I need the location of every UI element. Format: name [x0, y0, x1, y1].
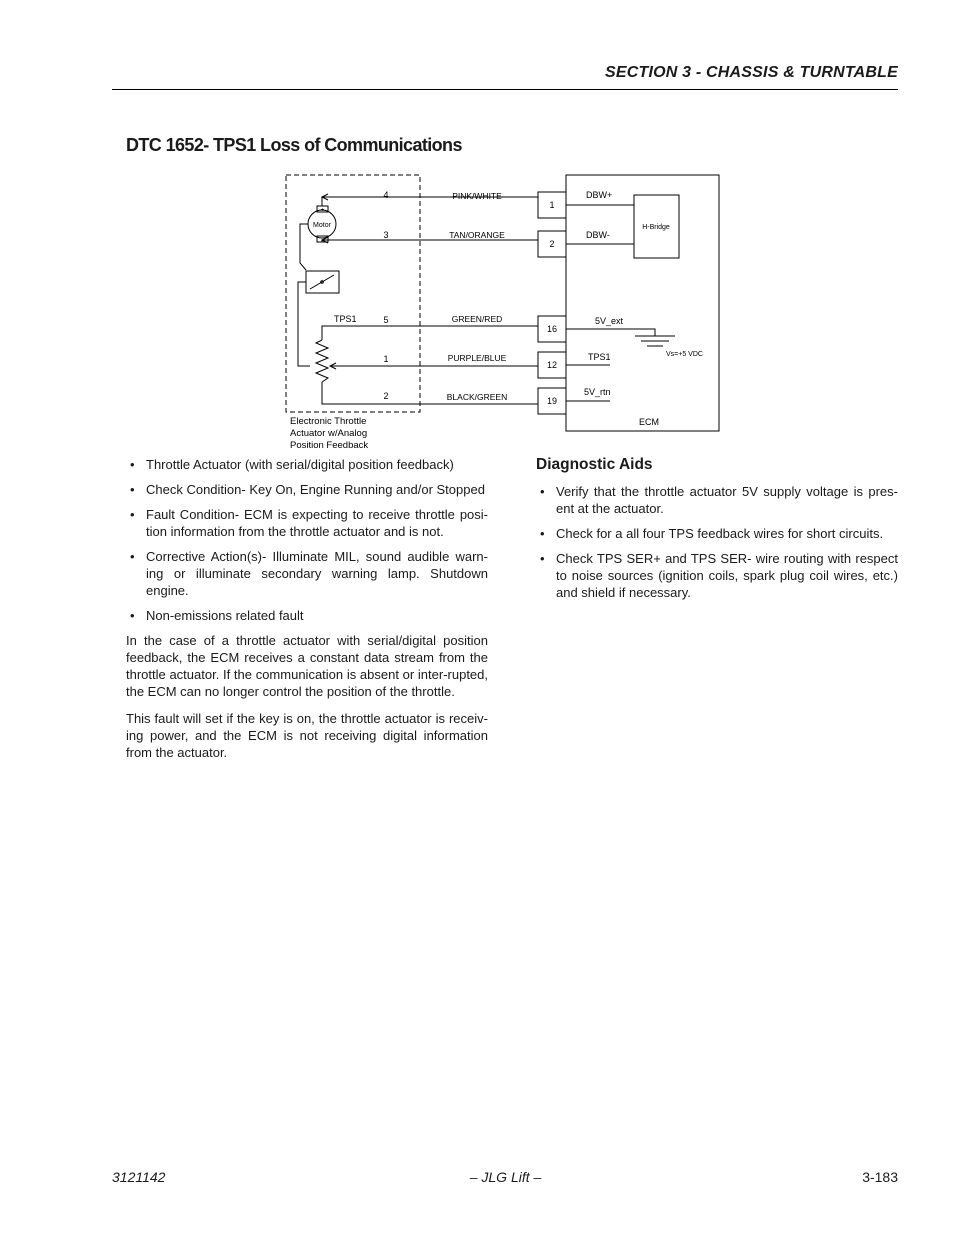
- signal-dbw-plus: DBW+: [586, 190, 613, 200]
- wire-green-red: GREEN/RED: [451, 314, 503, 324]
- signal-5v-ext: 5V_ext: [595, 316, 624, 326]
- wire-black-green: BLACK/GREEN: [446, 392, 508, 402]
- list-item: • Fault Condition- ECM is expecting to receive throttle posi-tion information from the throttle actuator and is not.: [126, 506, 488, 540]
- potentiometer-symbol: [316, 340, 328, 382]
- left-column: [126, 456, 488, 771]
- list-item: • Verify that the throttle actuator 5V supply voltage is pres-ent at the actuator.: [536, 483, 898, 517]
- section-header: SECTION 3 - CHASSIS & TURNTABLE: [604, 64, 898, 81]
- list-item: • Check TPS SER+ and TPS SER- wire routing with respect to noise sources (ignition coils, spark plug coil wires, etc.) and shield if necessary.: [536, 550, 898, 601]
- ecm-pin-16: 16: [546, 324, 558, 334]
- list-item: • Throttle Actuator (with serial/digital position feedback): [126, 456, 488, 473]
- pin-1: 1: [383, 354, 389, 364]
- pin-3: 3: [383, 230, 389, 240]
- signal-dbw-minus: DBW-: [586, 230, 610, 240]
- actuator-caption-3: Position Feedback: [290, 440, 369, 451]
- actuator-caption-2: Actuator w/Analog: [290, 428, 368, 439]
- ecm-pin-12: 12: [546, 360, 558, 370]
- motor-label: Motor: [313, 222, 331, 229]
- list-item: • Check Condition- Key On, Engine Running and/or Stopped: [126, 481, 488, 498]
- right-column: [536, 456, 898, 609]
- vs-label: Vs=+5 VDC: [666, 351, 703, 358]
- pin-4: 4: [383, 190, 389, 200]
- signal-5v-rtn: 5V_rtn: [584, 387, 611, 397]
- wiring-diagram: [270, 168, 730, 458]
- actuator-caption-1: Electronic Throttle: [290, 416, 367, 427]
- ecm-pin-1: 1: [549, 200, 555, 210]
- page-title: DTC 1652- TPS1 Loss of Communications: [126, 135, 462, 155]
- footer-center: – JLG Lift –: [469, 1169, 542, 1185]
- footer-page-number: 3-183: [862, 1169, 898, 1185]
- wire-pink-white: PINK/WHITE: [452, 191, 502, 201]
- wire-tan-orange: TAN/ORANGE: [449, 230, 505, 240]
- motor-plus: +: [320, 207, 325, 214]
- diagnostic-aids-heading: Diagnostic Aids: [536, 456, 653, 473]
- ecm-pin-19: 19: [546, 396, 558, 406]
- description-paragraph: In the case of a throttle actuator with serial/digital position feedback, the ECM receives a constant data stream from the throttle actuator. If the communication is absent or inter-rupted, the ECM can no longer control the position of the throttle.: [126, 633, 488, 699]
- list-item: • Check for a all four TPS feedback wires for short circuits.: [536, 525, 898, 542]
- list-item: • Non-emissions related fault: [126, 607, 488, 624]
- ecm-label: ECM: [639, 417, 659, 427]
- hbridge-label: H-Bridge: [642, 224, 670, 231]
- diagnostic-aids-list: [536, 483, 898, 601]
- condition-list: [126, 456, 488, 624]
- list-item: • Corrective Action(s)- Illuminate MIL, sound audible warn-ing or illuminate secondary warning lamp. Shutdown engine.: [126, 548, 488, 599]
- pin-2: 2: [383, 391, 389, 401]
- tps-label: TPS1: [334, 314, 357, 324]
- ecm-pin-2: 2: [549, 239, 555, 249]
- fault-set-paragraph: This fault will set if the key is on, the throttle actuator is receiv-ing power, and the ECM is not receiving digital information from the actuator.: [126, 711, 488, 760]
- header-rule: [112, 89, 898, 90]
- wire-purple-blue: PURPLE/BLUE: [447, 353, 507, 363]
- motor-minus: -: [321, 237, 324, 244]
- pin-5: 5: [383, 315, 389, 325]
- signal-tps1: TPS1: [588, 352, 611, 362]
- footer-doc-number: 3121142: [112, 1169, 166, 1185]
